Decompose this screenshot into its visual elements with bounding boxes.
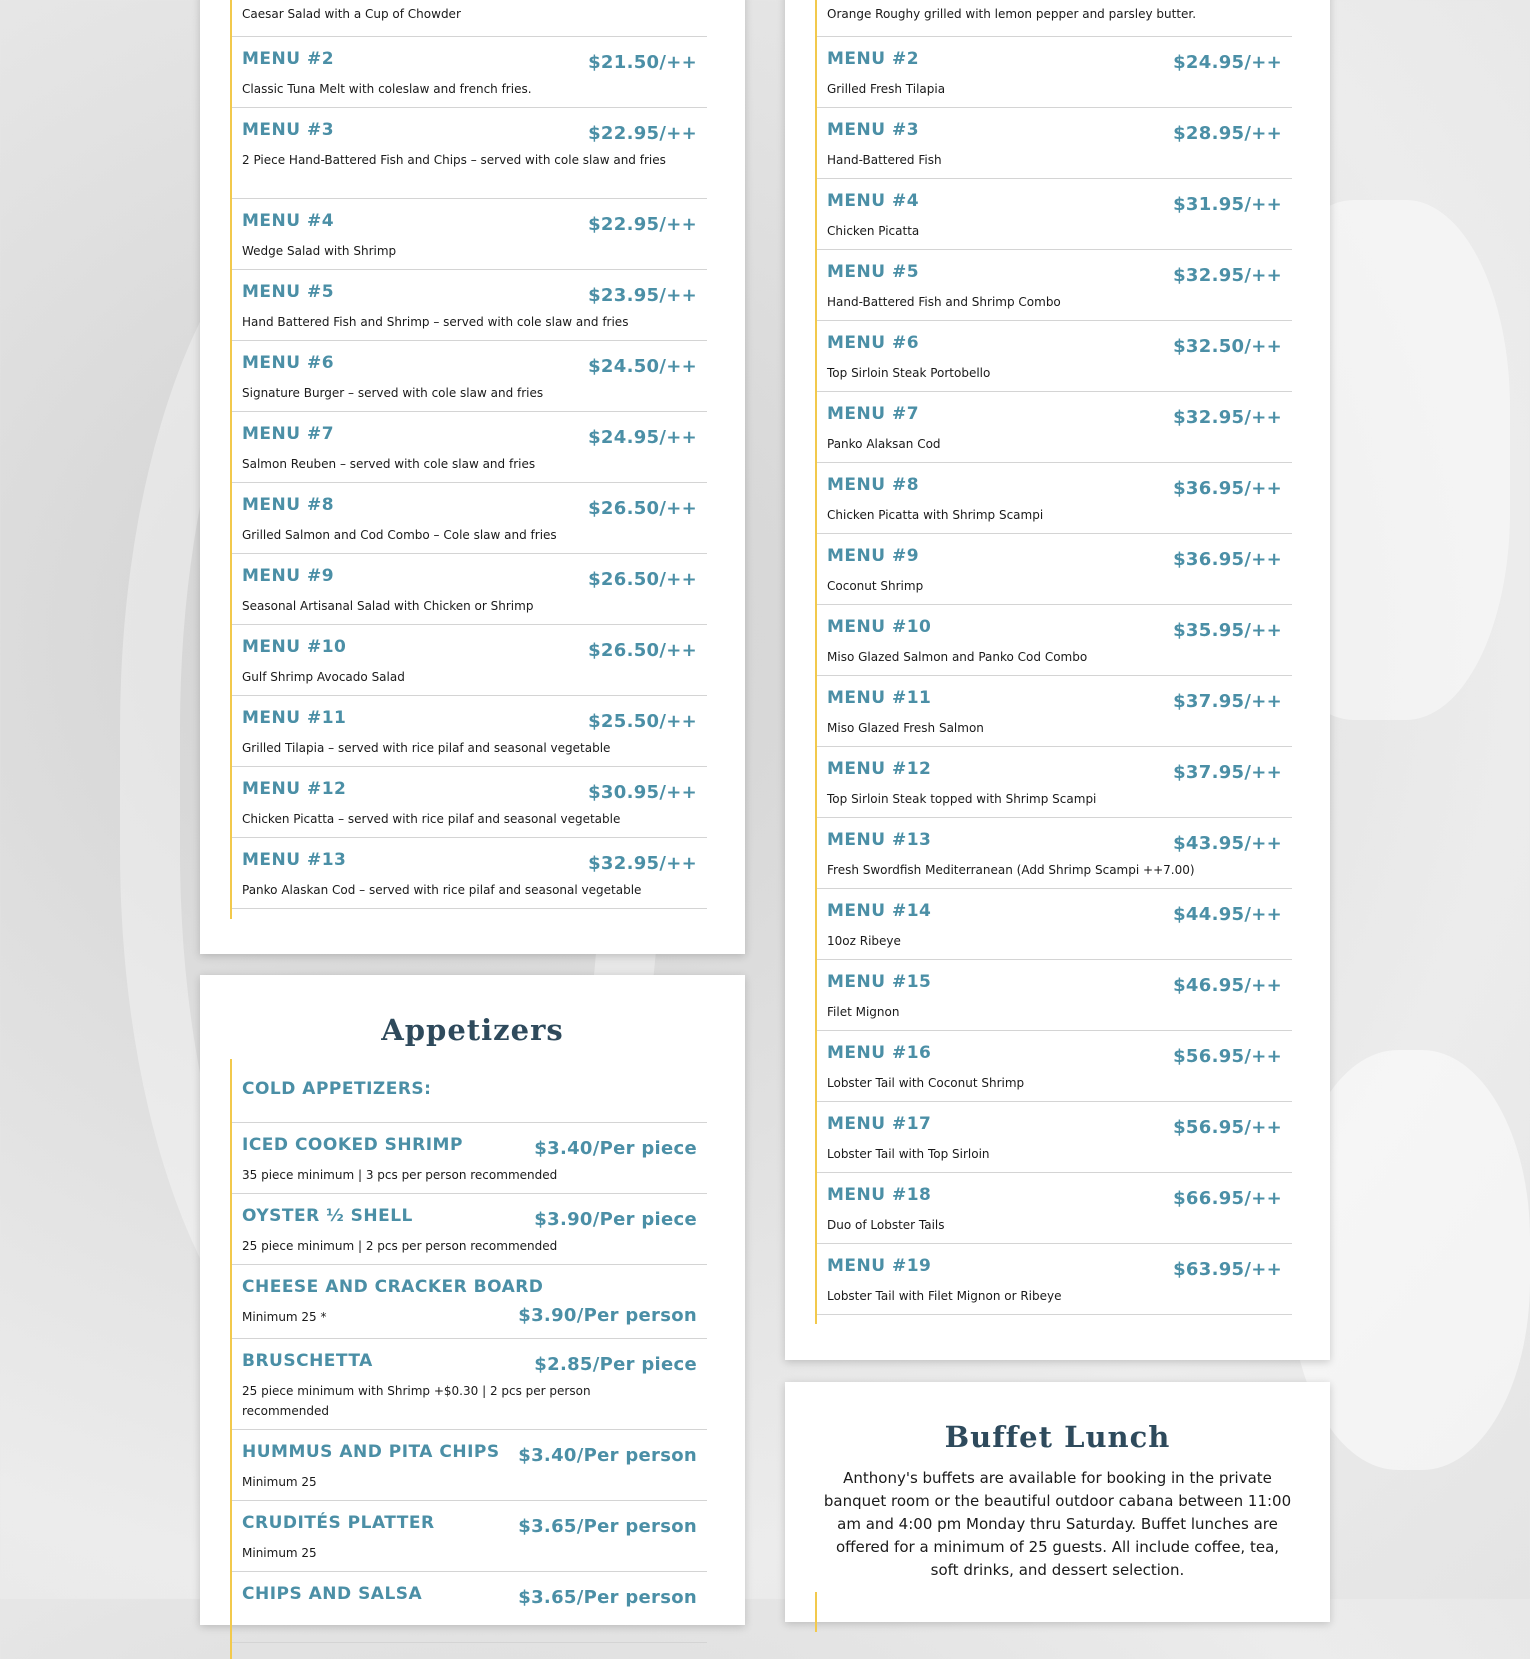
item-price: $36.95/++	[1173, 478, 1282, 499]
item-price: $26.50/++	[588, 498, 697, 519]
item-price: $32.95/++	[1173, 265, 1282, 286]
list-item	[232, 341, 707, 412]
item-name: CHIPS AND SALSA	[242, 1584, 423, 1604]
item-name: MENU #9	[242, 566, 335, 586]
item-name: CRUDITÉS PLATTER	[242, 1513, 435, 1533]
list-item	[817, 179, 1292, 250]
item-description: Miso Glazed Salmon and Panko Cod Combo	[827, 650, 1088, 664]
list-item	[232, 1430, 707, 1501]
list-item	[817, 605, 1292, 676]
item-name: MENU #4	[242, 211, 335, 231]
item-description: Panko Alaskan Cod – served with rice pilaf and seasonal vegetable	[242, 883, 642, 897]
item-description: Chicken Picatta – served with rice pilaf and seasonal vegetable	[242, 812, 621, 826]
item-price: $44.95/++	[1173, 904, 1282, 925]
item-description: 35 piece minimum | 3 pcs per person recommended	[242, 1168, 558, 1182]
item-description: Minimum 25 *	[242, 1310, 327, 1324]
item-price: $3.90/Per piece	[534, 1209, 697, 1230]
item-description: Coconut Shrimp	[827, 579, 924, 593]
item-description: Miso Glazed Fresh Salmon	[827, 721, 984, 735]
item-name: MENU #18	[827, 1185, 932, 1205]
item-description: Grilled Salmon and Cod Combo – Cole slaw and fries	[242, 528, 557, 542]
list-item	[232, 199, 707, 270]
item-name: MENU #6	[827, 333, 920, 353]
item-price: $22.95/++	[588, 123, 697, 144]
list-item	[817, 0, 1292, 37]
item-name: BRUSCHETTA	[242, 1351, 373, 1371]
list-item	[232, 696, 707, 767]
list-item	[817, 960, 1292, 1031]
item-price: $36.95/++	[1173, 549, 1282, 570]
item-name: MENU #3	[827, 120, 920, 140]
list-item	[232, 270, 707, 341]
item-description: Orange Roughy grilled with lemon pepper and parsley butter.	[827, 7, 1197, 21]
list-item	[232, 1123, 707, 1194]
item-name: MENU #7	[827, 404, 920, 424]
list-item	[817, 37, 1292, 108]
list-item	[817, 534, 1292, 605]
item-name: MENU #5	[827, 262, 920, 282]
list-item	[232, 1572, 707, 1643]
item-price: $66.95/++	[1173, 1188, 1282, 1209]
list-item	[232, 108, 707, 199]
item-description: Seasonal Artisanal Salad with Chicken or Shrimp	[242, 599, 534, 613]
item-name: MENU #6	[242, 353, 335, 373]
list-item	[232, 1339, 707, 1430]
list-item	[232, 625, 707, 696]
item-name: MENU #8	[827, 475, 920, 495]
item-price: $2.85/Per piece	[534, 1354, 697, 1375]
item-price: $23.95/++	[588, 285, 697, 306]
appetizer-list	[230, 1059, 707, 1659]
item-price: $32.95/++	[1173, 407, 1282, 428]
item-name: MENU #16	[827, 1043, 932, 1063]
list-item	[817, 463, 1292, 534]
item-description: Grilled Tilapia – served with rice pilaf and seasonal vegetable	[242, 741, 611, 755]
item-price: $21.50/++	[588, 52, 697, 73]
item-description: Top Sirloin Steak topped with Shrimp Scampi	[827, 792, 1097, 806]
item-description: Minimum 25	[242, 1546, 317, 1560]
list-item	[232, 483, 707, 554]
appetizers-card	[200, 975, 745, 1625]
list-item	[817, 392, 1292, 463]
item-price: $24.50/++	[588, 356, 697, 377]
item-description: Salmon Reuben – served with cole slaw and fries	[242, 457, 536, 471]
list-item	[817, 1244, 1292, 1315]
item-description: Top Sirloin Steak Portobello	[827, 366, 991, 380]
list-item	[817, 1031, 1292, 1102]
item-description: Lobster Tail with Coconut Shrimp	[827, 1076, 1025, 1090]
item-name: MENU #15	[827, 972, 932, 992]
item-description: 2 Piece Hand-Battered Fish and Chips – served with cole slaw and fries	[242, 153, 666, 167]
list-item	[817, 1173, 1292, 1244]
item-price: $22.95/++	[588, 214, 697, 235]
item-name: MENU #5	[242, 282, 335, 302]
list-item	[817, 818, 1292, 889]
item-name: MENU #4	[827, 191, 920, 211]
item-price: $37.95/++	[1173, 762, 1282, 783]
item-price: $37.95/++	[1173, 691, 1282, 712]
menu-list	[230, 0, 707, 919]
item-name: MENU #13	[242, 850, 347, 870]
list-item	[817, 889, 1292, 960]
list-item	[817, 676, 1292, 747]
item-price: $43.95/++	[1173, 833, 1282, 854]
buffet-lunch-card	[785, 1382, 1330, 1622]
list-item	[232, 838, 707, 909]
item-description: Lobster Tail with Top Sirloin	[827, 1147, 990, 1161]
item-price: $32.95/++	[588, 853, 697, 874]
lunch-menu-card-left	[200, 0, 745, 954]
item-name: MENU #2	[242, 49, 335, 69]
item-price: $32.50/++	[1173, 336, 1282, 357]
item-price: $3.40/Per piece	[534, 1138, 697, 1159]
item-name: MENU #11	[242, 708, 347, 728]
item-description: Filet Mignon	[827, 1005, 900, 1019]
item-name: MENU #12	[827, 759, 932, 779]
list-item	[232, 554, 707, 625]
item-price: $3.40/Per person	[518, 1445, 697, 1466]
list-item	[817, 250, 1292, 321]
item-price: $3.90/Per person	[518, 1305, 697, 1326]
item-description: Classic Tuna Melt with coleslaw and french fries.	[242, 82, 532, 96]
list-item	[232, 0, 707, 37]
item-price: $3.65/Per person	[518, 1587, 697, 1608]
item-price: $26.50/++	[588, 569, 697, 590]
item-price: $26.50/++	[588, 640, 697, 661]
item-name: MENU #10	[827, 617, 932, 637]
item-description: Gulf Shrimp Avocado Salad	[242, 670, 405, 684]
item-name: ICED COOKED SHRIMP	[242, 1135, 463, 1155]
item-price: $30.95/++	[588, 782, 697, 803]
subheading-row	[232, 1059, 707, 1123]
menu-list	[815, 0, 1292, 1324]
item-name: MENU #17	[827, 1114, 932, 1134]
item-name: MENU #13	[827, 830, 932, 850]
item-description: Chicken Picatta with Shrimp Scampi	[827, 508, 1044, 522]
item-description: Minimum 25	[242, 1475, 317, 1489]
item-description: Caesar Salad with a Cup of Chowder	[242, 7, 461, 21]
item-name: MENU #11	[827, 688, 932, 708]
item-price: $56.95/++	[1173, 1046, 1282, 1067]
item-price: $24.95/++	[1173, 52, 1282, 73]
item-name: CHEESE AND CRACKER BOARD	[242, 1277, 544, 1297]
item-price: $56.95/++	[1173, 1117, 1282, 1138]
item-name: MENU #3	[242, 120, 335, 140]
item-name: MENU #9	[827, 546, 920, 566]
item-price: $31.95/++	[1173, 194, 1282, 215]
item-description: Hand Battered Fish and Shrimp – served with cole slaw and fries	[242, 315, 629, 329]
item-name: MENU #2	[827, 49, 920, 69]
list-item	[817, 747, 1292, 818]
item-price: $28.95/++	[1173, 123, 1282, 144]
accent-rule	[815, 1592, 817, 1632]
item-name: MENU #8	[242, 495, 335, 515]
buffet-description: Anthony's buffets are available for booking in the private banquet room or the beautiful outdoor cabana between 11:00 am and 4:00 pm Monday thru Saturday. Buffet lunches are offered for a minimum of 25 guests. All include coffee, tea, soft drinks, and dessert selection.	[823, 1469, 1292, 1579]
item-description: Fresh Swordfish Mediterranean (Add Shrimp Scampi ++7.00)	[827, 863, 1195, 877]
item-name: OYSTER ½ SHELL	[242, 1206, 413, 1226]
item-price: $3.65/Per person	[518, 1516, 697, 1537]
item-name: HUMMUS AND PITA CHIPS	[242, 1442, 500, 1462]
list-item	[232, 1194, 707, 1265]
list-item	[817, 108, 1292, 179]
item-name: MENU #7	[242, 424, 335, 444]
item-price: $35.95/++	[1173, 620, 1282, 641]
item-description: Panko Alaksan Cod	[827, 437, 941, 451]
item-name: MENU #12	[242, 779, 347, 799]
section-title: Appetizers	[381, 1013, 564, 1047]
item-description: Duo of Lobster Tails	[827, 1218, 945, 1232]
item-description: Signature Burger – served with cole slaw and fries	[242, 386, 544, 400]
cold-appetizers-heading: COLD APPETIZERS:	[242, 1079, 432, 1099]
item-description: Wedge Salad with Shrimp	[242, 244, 397, 258]
item-price: $46.95/++	[1173, 975, 1282, 996]
list-item	[232, 37, 707, 108]
list-item	[817, 321, 1292, 392]
list-item	[232, 1265, 707, 1339]
list-item	[232, 412, 707, 483]
item-price: $63.95/++	[1173, 1259, 1282, 1280]
item-description: 25 piece minimum with Shrimp +$0.30 | 2 pcs per person recommended	[242, 1384, 591, 1418]
item-name: MENU #19	[827, 1256, 932, 1276]
item-price: $25.50/++	[588, 711, 697, 732]
item-price: $24.95/++	[588, 427, 697, 448]
item-description: Grilled Fresh Tilapia	[827, 82, 946, 96]
item-description: 25 piece minimum | 2 pcs per person recommended	[242, 1239, 558, 1253]
item-description: Hand-Battered Fish and Shrimp Combo	[827, 295, 1061, 309]
list-item	[232, 1501, 707, 1572]
item-description: Lobster Tail with Filet Mignon or Ribeye	[827, 1289, 1062, 1303]
item-name: MENU #10	[242, 637, 347, 657]
list-item	[817, 1102, 1292, 1173]
item-name: MENU #14	[827, 901, 932, 921]
item-description: Chicken Picatta	[827, 224, 920, 238]
item-description: 10oz Ribeye	[827, 934, 901, 948]
section-title: Buffet Lunch	[944, 1420, 1171, 1454]
list-item	[232, 767, 707, 838]
dinner-menu-card-right	[785, 0, 1330, 1360]
item-description: Hand-Battered Fish	[827, 153, 942, 167]
